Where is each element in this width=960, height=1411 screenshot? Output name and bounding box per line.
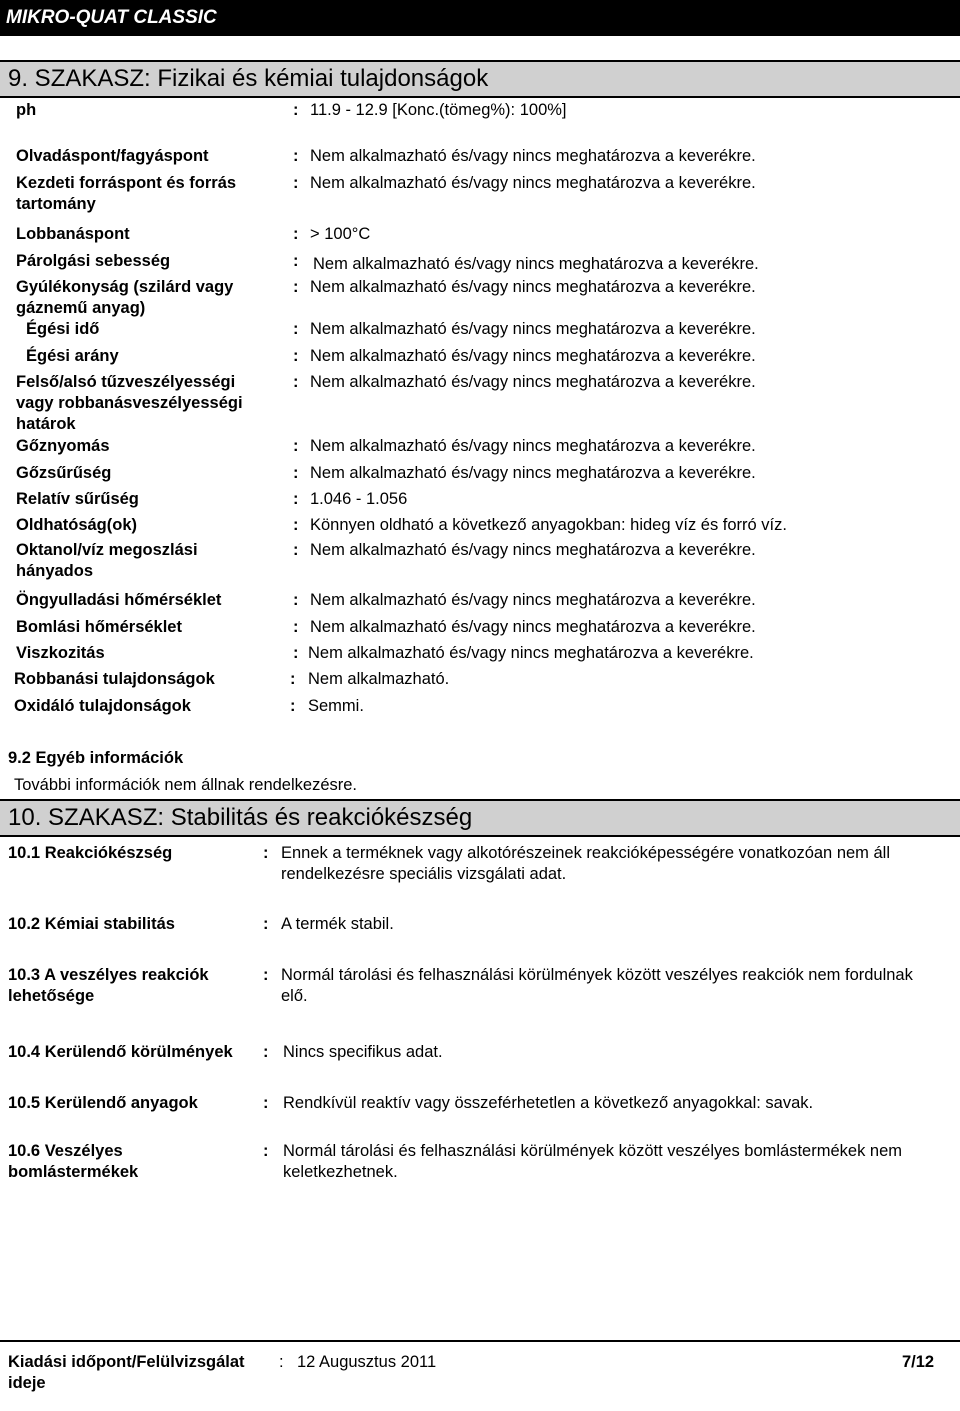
row-value-conditions-to-avoid: Nincs specifikus adat. xyxy=(283,1043,443,1061)
row-value-burning-rate: Nem alkalmazható és/vagy nincs meghatározva a keverékre. xyxy=(310,347,756,365)
row-label-decomposition-products: 10.6 Veszélyes bomlástermékek xyxy=(8,1142,139,1181)
row-colon: : xyxy=(263,1094,269,1112)
row-value-ph: 11.9 - 12.9 [Konc.(tömeg%): 100%] xyxy=(310,101,567,119)
row-value-decomposition-products: Normál tárolási és felhasználási körülmények között veszélyes bomlástermékek nem keletkezhetnek. xyxy=(283,1142,902,1181)
footer-colon: : xyxy=(279,1353,284,1371)
row-value-decomposition-temperature: Nem alkalmazható és/vagy nincs meghatározva a keverékre. xyxy=(310,618,756,636)
row-label-ph: ph xyxy=(16,101,37,119)
row-value-evaporation-rate: Nem alkalmazható és/vagy nincs meghatározva a keverékre. xyxy=(313,255,759,273)
row-label-solubility: Oldhatóság(ok) xyxy=(16,516,138,534)
row-value-flammability: Nem alkalmazható és/vagy nincs meghatározva a keverékre. xyxy=(310,278,756,296)
row-colon: : xyxy=(263,1043,269,1061)
row-value-chemical-stability: A termék stabil. xyxy=(281,915,394,933)
row-label-relative-density: Relatív sűrűség xyxy=(16,490,139,508)
row-value-reactivity: Ennek a terméknek vagy alkotórészeinek reakcióképességére vonatkozóan nem áll rendelkezésre speciális vizsgálati adat. xyxy=(281,844,891,883)
footer-issue-date-label: Kiadási időpont/Felülvizsgálat ideje xyxy=(8,1353,245,1392)
row-value-flash-point: > 100°C xyxy=(310,225,371,243)
row-colon: : xyxy=(293,147,299,165)
row-label-melting-point: Olvadáspont/fagyáspont xyxy=(16,147,209,165)
row-label-flammability: Gyúlékonyság (szilárd vagy gáznemű anyag) xyxy=(16,278,234,317)
row-label-burning-time: Égési idő xyxy=(26,320,100,338)
row-label-flash-point: Lobbanáspont xyxy=(16,225,130,243)
row-label-autoignition-temperature: Öngyulladási hőmérséklet xyxy=(16,591,222,609)
row-colon: : xyxy=(293,541,299,559)
row-label-hazardous-reactions: 10.3 A veszélyes reakciók lehetősége xyxy=(8,966,209,1005)
row-label-chemical-stability: 10.2 Kémiai stabilitás xyxy=(8,915,175,933)
row-value-vapor-pressure: Nem alkalmazható és/vagy nincs meghatározva a keverékre. xyxy=(310,437,756,455)
row-label-burning-rate: Égési arány xyxy=(26,347,119,365)
row-value-oxidizing-properties: Semmi. xyxy=(308,697,364,715)
row-label-reactivity: 10.1 Reakciókészség xyxy=(8,844,173,862)
row-value-hazardous-reactions: Normál tárolási és felhasználási körülmények között veszélyes reakciók nem fordulnak elő. xyxy=(281,966,913,1005)
row-colon: : xyxy=(293,174,299,192)
row-label-vapor-density: Gőzsűrűség xyxy=(16,464,112,482)
row-label-evaporation-rate: Párolgási sebesség xyxy=(16,252,171,270)
row-label-incompatible-materials: 10.5 Kerülendő anyagok xyxy=(8,1094,198,1112)
row-value-vapor-density: Nem alkalmazható és/vagy nincs meghatározva a keverékre. xyxy=(310,464,756,482)
row-label-partition-coefficient: Oktanol/víz megoszlási hányados xyxy=(16,541,198,580)
row-colon: : xyxy=(293,278,299,296)
footer-issue-date: 12 Augusztus 2011 xyxy=(297,1353,437,1371)
row-colon: : xyxy=(293,225,299,243)
product-name-banner: MIKRO-QUAT CLASSIC xyxy=(0,0,960,36)
row-colon: : xyxy=(263,1142,269,1160)
row-colon: : xyxy=(293,618,299,636)
row-value-partition-coefficient: Nem alkalmazható és/vagy nincs meghatározva a keverékre. xyxy=(310,541,756,559)
row-colon: : xyxy=(293,516,299,534)
section-9-title: 9. SZAKASZ: Fizikai és kémiai tulajdonságok xyxy=(0,60,960,98)
row-colon: : xyxy=(293,490,299,508)
row-value-relative-density: 1.046 - 1.056 xyxy=(310,490,408,508)
row-colon: : xyxy=(293,101,299,119)
row-value-incompatible-materials: Rendkívül reaktív vagy összeférhetetlen a következő anyagokkal: savak. xyxy=(283,1094,814,1112)
row-colon: : xyxy=(293,437,299,455)
row-value-explosive-limits: Nem alkalmazható és/vagy nincs meghatározva a keverékre. xyxy=(310,373,756,391)
row-value-explosive-properties: Nem alkalmazható. xyxy=(308,670,450,688)
row-colon: : xyxy=(293,347,299,365)
row-label-boiling-point: Kezdeti forráspont és forrás tartomány xyxy=(16,174,237,213)
row-label-decomposition-temperature: Bomlási hőmérséklet xyxy=(16,618,182,636)
row-label-explosive-limits: Felső/alsó tűzveszélyességi vagy robbanásveszélyességi határok xyxy=(16,373,243,433)
row-label-conditions-to-avoid: 10.4 Kerülendő körülmények xyxy=(8,1043,233,1061)
row-colon: : xyxy=(263,844,269,862)
row-label-explosive-properties: Robbanási tulajdonságok xyxy=(14,670,215,688)
row-value-autoignition-temperature: Nem alkalmazható és/vagy nincs meghatározva a keverékre. xyxy=(310,591,756,609)
row-label-oxidizing-properties: Oxidáló tulajdonságok xyxy=(14,697,191,715)
footer-divider xyxy=(0,1340,960,1342)
row-label-viscosity: Viszkozitás xyxy=(16,644,105,662)
page-number: 7/12 xyxy=(902,1353,935,1371)
row-label-vapor-pressure: Gőznyomás xyxy=(16,437,110,455)
row-value-solubility: Könnyen oldható a következő anyagokban: hideg víz és forró víz. xyxy=(310,516,787,534)
row-colon: : xyxy=(293,373,299,391)
row-colon: : xyxy=(293,464,299,482)
row-colon: : xyxy=(293,591,299,609)
row-colon: : xyxy=(263,915,269,933)
row-colon: : xyxy=(293,644,299,662)
row-value-burning-time: Nem alkalmazható és/vagy nincs meghatározva a keverékre. xyxy=(310,320,756,338)
row-colon: : xyxy=(293,252,299,270)
section-10-title: 10. SZAKASZ: Stabilitás és reakciókészség xyxy=(0,799,960,837)
row-value-melting-point: Nem alkalmazható és/vagy nincs meghatározva a keverékre. xyxy=(310,147,756,165)
row-colon: : xyxy=(293,320,299,338)
row-colon: : xyxy=(290,697,296,715)
row-colon: : xyxy=(263,966,269,984)
row-colon: : xyxy=(290,670,296,688)
other-info-heading: 9.2 Egyéb információk xyxy=(8,749,184,767)
row-value-boiling-point: Nem alkalmazható és/vagy nincs meghatározva a keverékre. xyxy=(310,174,756,192)
row-value-viscosity: Nem alkalmazható és/vagy nincs meghatározva a keverékre. xyxy=(308,644,754,662)
other-info-text: További információk nem állnak rendelkezésre. xyxy=(14,776,358,794)
